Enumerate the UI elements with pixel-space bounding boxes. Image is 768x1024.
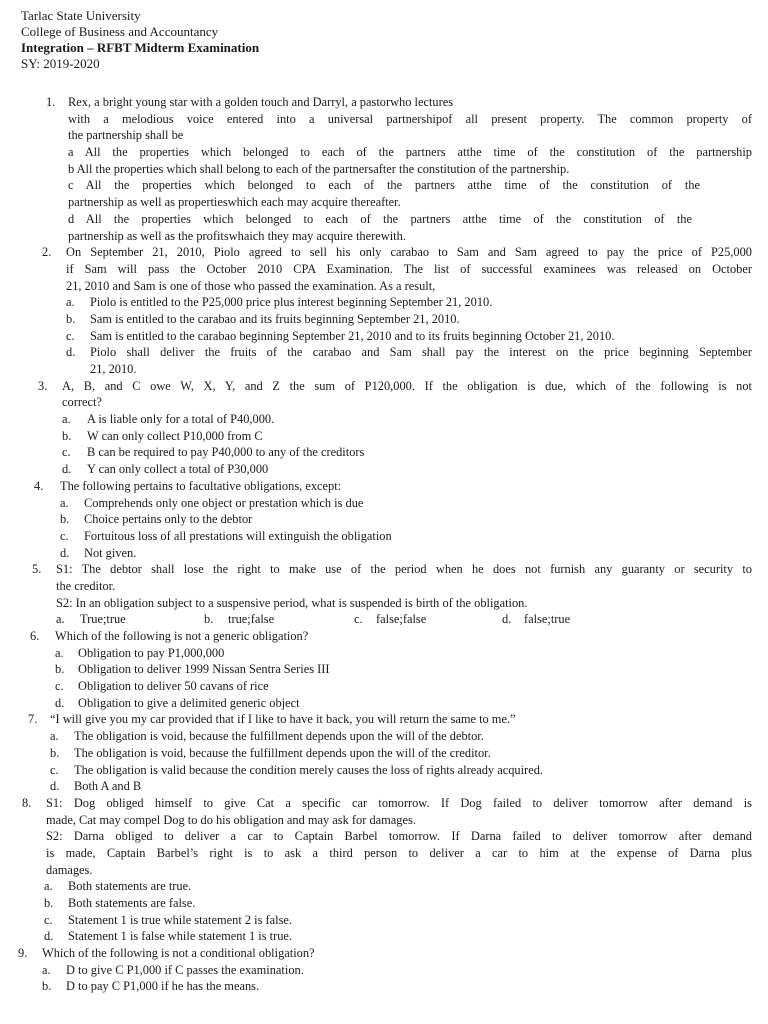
option-letter: c. [354, 612, 363, 627]
question-stem: On September 21, 2010, Piolo agreed to sell his only carabao to Sam and Sam agreed to pay the price of P25,000 [66, 245, 752, 260]
question-2-line [0, 244, 768, 261]
option-letter: b. [66, 311, 76, 326]
document-header [21, 8, 259, 72]
question-stem: correct? [62, 395, 102, 410]
option-text-cont: 21, 2010. [90, 362, 137, 376]
option-text: The obligation is void, because the fulfillment depends upon the will of the creditor. [74, 745, 491, 760]
question-stem: The following pertains to facultative obligations, except: [60, 478, 342, 493]
option-text: false;false [376, 612, 427, 627]
option-letter: b. [204, 612, 214, 627]
question-stem: the creditor. [56, 578, 116, 593]
option-text: Both A and B [74, 779, 142, 794]
option-text: True;true [80, 612, 126, 627]
option-text: W can only collect P10,000 from C [87, 428, 263, 443]
question-8-line [0, 795, 768, 812]
option-text: The obligation is valid because the condition merely causes the loss of rights already acquired. [74, 762, 543, 777]
option-letter: a. [60, 495, 69, 510]
option-text: Statement 1 is true while statement 2 is false. [68, 912, 293, 927]
option-text: Y can only collect a total of P30,000 [87, 462, 269, 477]
option-text: false;true [524, 612, 571, 627]
option-a: a All the properties which belonged to each of the partners atthe time of the constitution of the partnership [68, 145, 752, 160]
option-text: Obligation to deliver 1999 Nissan Sentra Series III [78, 662, 330, 677]
option-letter: b. [50, 745, 60, 760]
option-text: Statement 1 is false while statement 1 is true. [68, 929, 293, 944]
option-letter: a. [50, 729, 59, 744]
option-letter: b. [55, 662, 65, 677]
option-c-cont: partnership as well as propertieswhich each may acquire thereafter. [68, 195, 401, 210]
question-stem: “I will give you my car provided that if I like to have it back, you will return the same to me.” [50, 712, 516, 727]
option-letter: b. [44, 896, 54, 910]
option-letter: b. [42, 979, 52, 994]
option-text: Obligation to pay P1,000,000 [78, 645, 225, 660]
question-stem: is made, Captain Barbel’s right is to ask a third person to deliver a car to him at the expense of Darna plus [46, 845, 752, 860]
option-letter: a. [42, 962, 51, 977]
question-number: 4. [34, 478, 44, 493]
option-letter: b. [60, 512, 70, 527]
option-letter: a. [62, 412, 71, 427]
option-letter: a. [55, 645, 64, 660]
option-text: Obligation to give a delimited generic object [78, 695, 300, 710]
question-stem: S2: In an obligation subject to a suspensive period, what is suspended is birth of the obligation. [56, 595, 528, 610]
option-text: Not given. [84, 545, 137, 560]
option-text: Piolo is entitled to the P25,000 price plus interest beginning September 21, 2010. [90, 295, 493, 310]
option-letter: a. [56, 612, 65, 627]
question-stem: made, Cat may compel Dog to do his obligation and may ask for damages. [46, 812, 416, 827]
option-b: b All the properties which shall belong to each of the partnersafter the constitution of the partnership. [68, 161, 570, 176]
question-stem: Which of the following is not a conditional obligation? [42, 946, 315, 961]
option-d: d All the properties which belonged to each of the partners atthe time of the constitution of the [68, 211, 692, 226]
college-name: College of Business and Accountancy [21, 24, 219, 39]
option-letter: d. [62, 462, 72, 477]
option-text: Fortuitous loss of all prestations will extinguish the obligation [84, 528, 392, 543]
option-c: c All the properties which belonged to each of the partners atthe time of the constitution of the [68, 178, 700, 193]
question-number: 1. [46, 95, 56, 109]
option-letter: a. [66, 295, 75, 310]
question-number: 5. [32, 562, 42, 577]
question-stem: if Sam will pass the October 2010 CPA Examination. The list of successful examinees was released on October [66, 261, 752, 276]
option-letter: c. [50, 762, 59, 777]
option-letter: c. [66, 328, 75, 343]
question-stem: damages. [46, 862, 93, 877]
question-6-line [0, 628, 768, 645]
question-7-line [0, 711, 768, 728]
question-number: 8. [22, 795, 32, 810]
question-stem: Which of the following is not a generic obligation? [55, 629, 309, 643]
option-letter: a. [44, 879, 53, 894]
question-stem: S2: Darna obliged to deliver a car to Captain Barbel tomorrow. If Darna failed to deliver tomorrow after demand [46, 829, 752, 844]
question-stem: S1: The debtor shall lose the right to make use of the period when he does not furnish any guaranty or security to [56, 562, 752, 577]
option-letter: b. [62, 428, 72, 443]
university-name: Tarlac State University [21, 8, 141, 23]
option-letter: c. [44, 912, 53, 927]
option-letter: c. [55, 679, 64, 694]
option-text: D to give C P1,000 if C passes the examination. [66, 962, 304, 977]
question-stem: S1: Dog obliged himself to give Cat a specific car tomorrow. If Dog failed to deliver tomorrow after demand is [46, 795, 752, 810]
option-text: A is liable only for a total of P40,000. [87, 412, 275, 427]
option-letter: c. [62, 445, 71, 460]
question-number: 6. [30, 629, 40, 643]
option-text: Both statements are true. [68, 879, 192, 894]
question-1-line [0, 94, 768, 111]
question-number: 3. [38, 378, 48, 393]
question-stem: A, B, and C owe W, X, Y, and Z the sum of P120,000. If the obligation is due, which of the following is not [62, 378, 752, 393]
question-number: 9. [18, 946, 28, 961]
option-text: Both statements are false. [68, 896, 196, 910]
question-number: 7. [28, 712, 38, 727]
option-letter: c. [60, 528, 69, 543]
option-text: Obligation to deliver 50 cavans of rice [78, 679, 269, 694]
option-letter: d. [50, 779, 60, 794]
question-stem: 21, 2010 and Sam is one of those who passed the examination. As a result, [66, 278, 436, 293]
option-text: Piolo shall deliver the fruits of the carabao and Sam shall pay the interest on the price beginning September [90, 345, 752, 360]
option-text: Sam is entitled to the carabao beginning September 21, 2010 and to its fruits beginning October 21, 2010. [90, 328, 615, 343]
option-text: Choice pertains only to the debtor [84, 512, 253, 527]
option-text: Sam is entitled to the carabao and its fruits beginning September 21, 2010. [90, 311, 460, 326]
question-stem: with a melodious voice entered into a universal partnershipof all present property. The common property of [68, 111, 752, 126]
question-stem: Rex, a bright young star with a golden touch and Darryl, a pastorwho lectures [68, 95, 454, 109]
question-5-line [0, 561, 768, 578]
option-letter: d. [60, 545, 70, 560]
option-text: The obligation is void, because the fulfillment depends upon the will of the debtor. [74, 729, 484, 744]
exam-title: Integration – RFBT Midterm Examination [21, 40, 260, 55]
option-letter: d. [44, 929, 54, 944]
option-letter: d. [55, 695, 65, 710]
option-text: Comprehends only one object or prestation which is due [84, 495, 364, 510]
school-year: SY: 2019-2020 [21, 56, 100, 71]
question-3-line [0, 378, 768, 395]
option-letter: d. [502, 612, 512, 627]
question-4-line [0, 478, 768, 495]
question-stem: the partnership shall be [68, 128, 184, 143]
option-letter: d. [66, 345, 76, 360]
option-text: D to pay C P1,000 if he has the means. [66, 979, 260, 994]
option-text: true;false [228, 612, 275, 627]
option-d-cont: partnership as well as the profitswhaich they may acquire therewith. [68, 228, 406, 243]
question-9-line [0, 945, 768, 962]
option-text: B can be required to pay P40,000 to any of the creditors [87, 445, 365, 460]
question-list [0, 94, 768, 995]
question-number: 2. [42, 245, 52, 260]
